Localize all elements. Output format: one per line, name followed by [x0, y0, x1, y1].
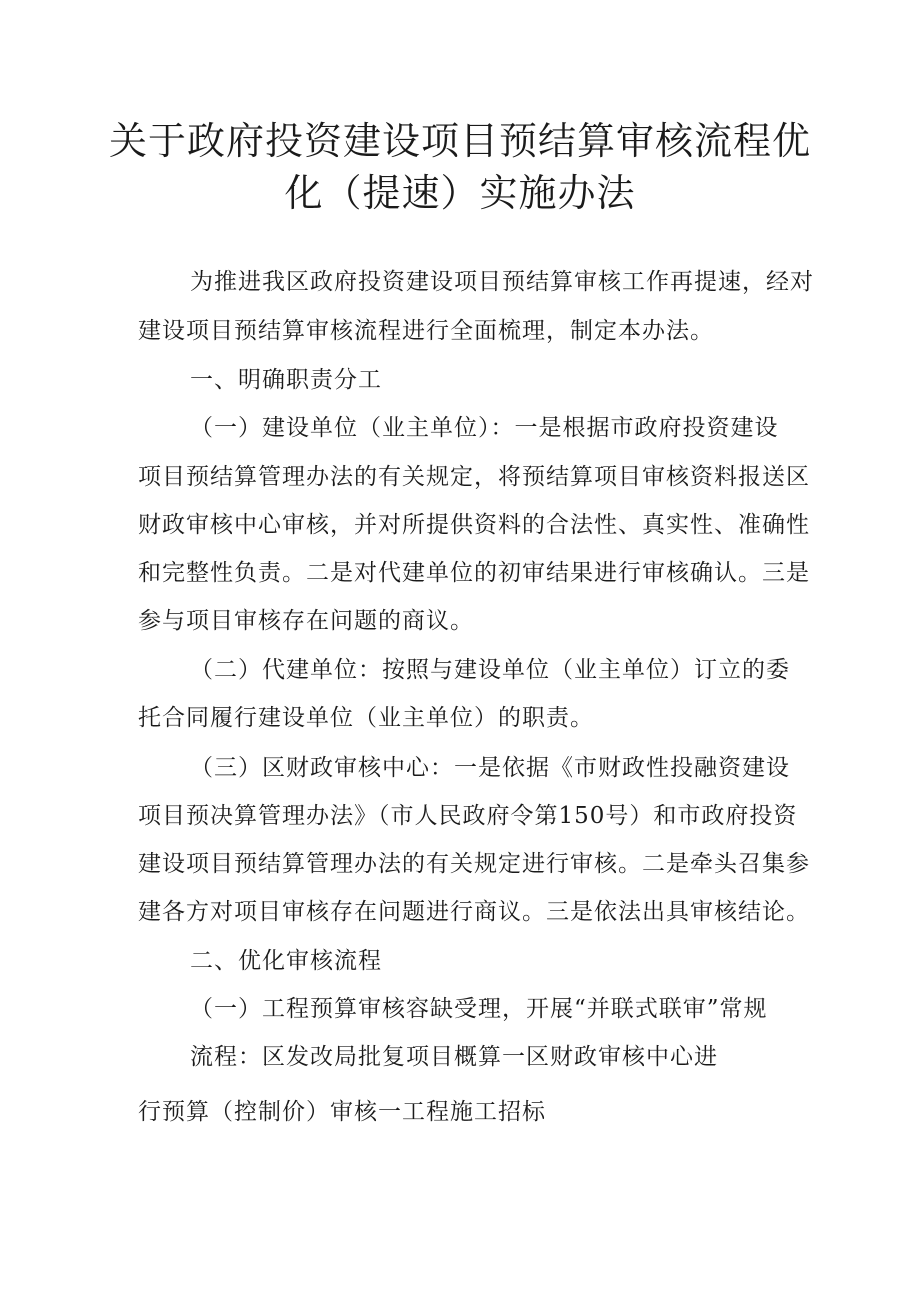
- paragraph-line: （二）代建单位：按照与建设单位（业主单位）订立的委: [190, 657, 790, 683]
- paragraph-line: 建设项目预结算审核流程进行全面梳理，制定本办法。: [138, 318, 714, 344]
- paragraph-line: 行预算（控制价）审核一工程施工招标: [138, 1099, 546, 1125]
- paragraph-line: 为推进我区政府投资建设项目预结算审核工作再提速，经对: [190, 269, 814, 295]
- paragraph-line: 建设项目预结算管理办法的有关规定进行审核。二是牵头召集参: [138, 851, 810, 877]
- paragraph-line: （三）区财政审核中心：一是依据《市财政性投融资建设: [190, 755, 790, 781]
- paragraph-line: 项目预结算管理办法的有关规定，将预结算项目审核资料报送区: [138, 464, 810, 490]
- paragraph-line: （一）工程预算审核容缺受理，开展“并联式联审”常规: [190, 996, 768, 1022]
- paragraph-line: 建各方对项目审核存在问题进行商议。三是依法出具审核结论。: [138, 899, 810, 925]
- paragraph-line: 托合同履行建设单位（业主单位）的职责。: [138, 705, 594, 731]
- section-heading: 二、优化审核流程: [190, 948, 382, 974]
- document-title-line-1: 关于政府投资建设项目预结算审核流程优: [108, 119, 811, 163]
- document-title-line-2: 化（提速）实施办法: [284, 171, 636, 215]
- paragraph-line: 流程：区发改局批复项目概算一区财政审核中心进: [190, 1044, 718, 1070]
- paragraph-line: 项目预决算管理办法》（市人民政府令第150号）和市政府投资: [138, 803, 798, 829]
- section-heading: 一、明确职责分工: [190, 367, 382, 393]
- paragraph-line: （一）建设单位（业主单位）：一是根据市政府投资建设: [190, 415, 779, 441]
- paragraph-line: 和完整性负责。二是对代建单位的初审结果进行审核确认。三是: [138, 560, 810, 586]
- paragraph-line: 财政审核中心审核，并对所提供资料的合法性、真实性、准确性: [138, 512, 810, 538]
- paragraph-line: 参与项目审核存在问题的商议。: [138, 608, 474, 634]
